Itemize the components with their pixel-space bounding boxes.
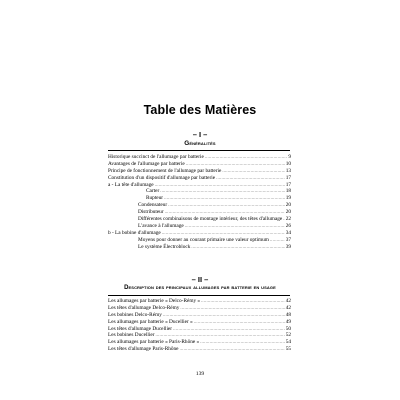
toc-leader-dots bbox=[180, 346, 285, 353]
toc-leader-dots bbox=[185, 223, 285, 230]
toc-leader-dots bbox=[270, 237, 285, 244]
toc-entry-page: 39 bbox=[285, 243, 291, 250]
toc-leader-dots bbox=[180, 305, 284, 312]
toc-entry-label: Carter bbox=[146, 188, 160, 195]
toc-entry-page: 13 bbox=[285, 167, 291, 174]
toc-entry-label: Le système Électroblock bbox=[138, 243, 191, 250]
toc-entry-page: 34 bbox=[285, 229, 291, 236]
toc-entry-page: 18 bbox=[285, 188, 291, 195]
page-title: Table des Matières bbox=[143, 103, 257, 117]
toc-entry bbox=[108, 298, 291, 305]
toc-entry-label: Avantages de l'allumage par batterie bbox=[108, 160, 185, 167]
toc-entry bbox=[108, 161, 291, 168]
toc-entry-page: 26 bbox=[285, 222, 291, 229]
toc-entry-label: Les têtes d'allumage Paris-Rhône bbox=[108, 346, 179, 353]
toc-entry-label: Les têtes d'allumage Delco-Rémy bbox=[108, 304, 180, 311]
toc-entry bbox=[108, 326, 291, 333]
toc-entry-page: 37 bbox=[285, 236, 291, 243]
toc-leader-dots bbox=[205, 154, 288, 161]
toc-entry bbox=[108, 346, 291, 353]
toc-entry bbox=[108, 223, 291, 230]
toc-entry-page: 9 bbox=[288, 154, 291, 160]
toc-leader-dots bbox=[201, 298, 285, 305]
toc-entry-label: Les allumages par batterie « Delco-Rémy » bbox=[108, 298, 201, 304]
part2-entries bbox=[108, 298, 291, 353]
toc-entry-label: Différentes combinaisons de montage intérieur, des têtes d'allumage bbox=[138, 216, 283, 223]
toc-entry-page: 48 bbox=[285, 311, 291, 318]
toc-leader-dots bbox=[200, 339, 285, 346]
toc-entry-page: 10 bbox=[285, 160, 291, 167]
toc-leader-dots bbox=[163, 312, 285, 319]
toc-entry-page: 22 bbox=[285, 216, 291, 223]
toc-entry-page: 19 bbox=[285, 195, 291, 202]
toc-entry-label: Distributeur bbox=[138, 209, 164, 216]
toc-leader-dots bbox=[168, 202, 285, 209]
toc-entry-label: b - La bobine d'allumage bbox=[108, 229, 161, 236]
toc-leader-dots bbox=[283, 216, 285, 223]
toc-entry-page: 42 bbox=[285, 298, 291, 304]
toc-entry-label: Les bobines Ducellier bbox=[108, 332, 155, 339]
toc-entry-page: 17 bbox=[285, 181, 291, 188]
toc-entry bbox=[108, 175, 291, 182]
toc-entry bbox=[108, 188, 291, 195]
toc-entry-label: Condensateur bbox=[138, 202, 168, 209]
toc-entry-label: Constitution d'un dispositif d'allumage par batterie bbox=[108, 174, 216, 181]
part2-title: Description des principaux allumages par batterie en usage bbox=[124, 285, 276, 291]
toc-entry bbox=[108, 332, 291, 339]
toc-entry bbox=[108, 244, 291, 251]
toc-entry bbox=[108, 319, 291, 326]
toc-entry-label: L'avance à l'allumage bbox=[138, 222, 184, 229]
toc-entry bbox=[108, 216, 291, 223]
toc-entry-label: Les allumages par batterie « Paris-Rhône » bbox=[108, 339, 200, 346]
part1-number: – I – bbox=[192, 130, 208, 139]
toc-entry-label: Principe de fonctionnement de l'allumage par batterie bbox=[108, 167, 222, 174]
part1-title: Généralités bbox=[184, 140, 216, 147]
toc-leader-dots bbox=[160, 188, 284, 195]
toc-entry bbox=[108, 168, 291, 175]
toc-entry bbox=[108, 312, 291, 319]
toc-entry bbox=[108, 339, 291, 346]
toc-leader-dots bbox=[191, 244, 284, 251]
toc-leader-dots bbox=[216, 175, 285, 182]
toc-leader-dots bbox=[162, 230, 285, 237]
toc-leader-dots bbox=[173, 326, 285, 333]
toc-entry-page: 54 bbox=[285, 339, 291, 346]
toc-leader-dots bbox=[222, 168, 284, 175]
toc-entry-page: 50 bbox=[285, 325, 291, 332]
toc-entry-page: 52 bbox=[285, 332, 291, 339]
toc-entry-label: Moyens pour donner au courant primaire une valeur optimum bbox=[138, 236, 269, 243]
toc-entry-label: Rupteur bbox=[146, 195, 164, 202]
toc-entry-label: Les allumages par batterie « Ducellier » bbox=[108, 318, 193, 325]
toc-entry bbox=[108, 209, 291, 216]
toc-entry-label: Les bobines Delco-Rémy bbox=[108, 311, 162, 318]
toc-entry-label: Les têtes d'allumage Ducellier bbox=[108, 325, 173, 332]
toc-entry-page: 20 bbox=[285, 202, 291, 209]
toc-entry-page: 17 bbox=[285, 174, 291, 181]
toc-entry-page: 49 bbox=[285, 318, 291, 325]
toc-entry-label: a - La tête d'allumage bbox=[108, 181, 154, 188]
part2-rule bbox=[108, 295, 290, 296]
toc-entry bbox=[108, 230, 291, 237]
toc-entry-label: Historique succinct de l'allumage par batterie bbox=[108, 154, 204, 160]
part1-entries bbox=[108, 154, 291, 250]
toc-entry bbox=[108, 202, 291, 209]
toc-entry-page: 55 bbox=[285, 346, 291, 353]
toc-entry bbox=[108, 305, 291, 312]
toc-leader-dots bbox=[155, 332, 284, 339]
toc-entry bbox=[108, 182, 291, 189]
toc-leader-dots bbox=[155, 182, 285, 189]
toc-entry bbox=[108, 154, 291, 161]
toc-leader-dots bbox=[194, 319, 285, 326]
part1-rule bbox=[108, 150, 290, 151]
toc-leader-dots bbox=[164, 195, 285, 202]
toc-entry bbox=[108, 195, 291, 202]
part2-number: – II – bbox=[191, 275, 209, 284]
toc-entry-page: 20 bbox=[285, 209, 291, 216]
toc-entry-page: 42 bbox=[285, 304, 291, 311]
toc-leader-dots bbox=[186, 161, 285, 168]
toc-leader-dots bbox=[165, 209, 285, 216]
toc-entry bbox=[108, 237, 291, 244]
page-number: 139 bbox=[195, 371, 205, 377]
